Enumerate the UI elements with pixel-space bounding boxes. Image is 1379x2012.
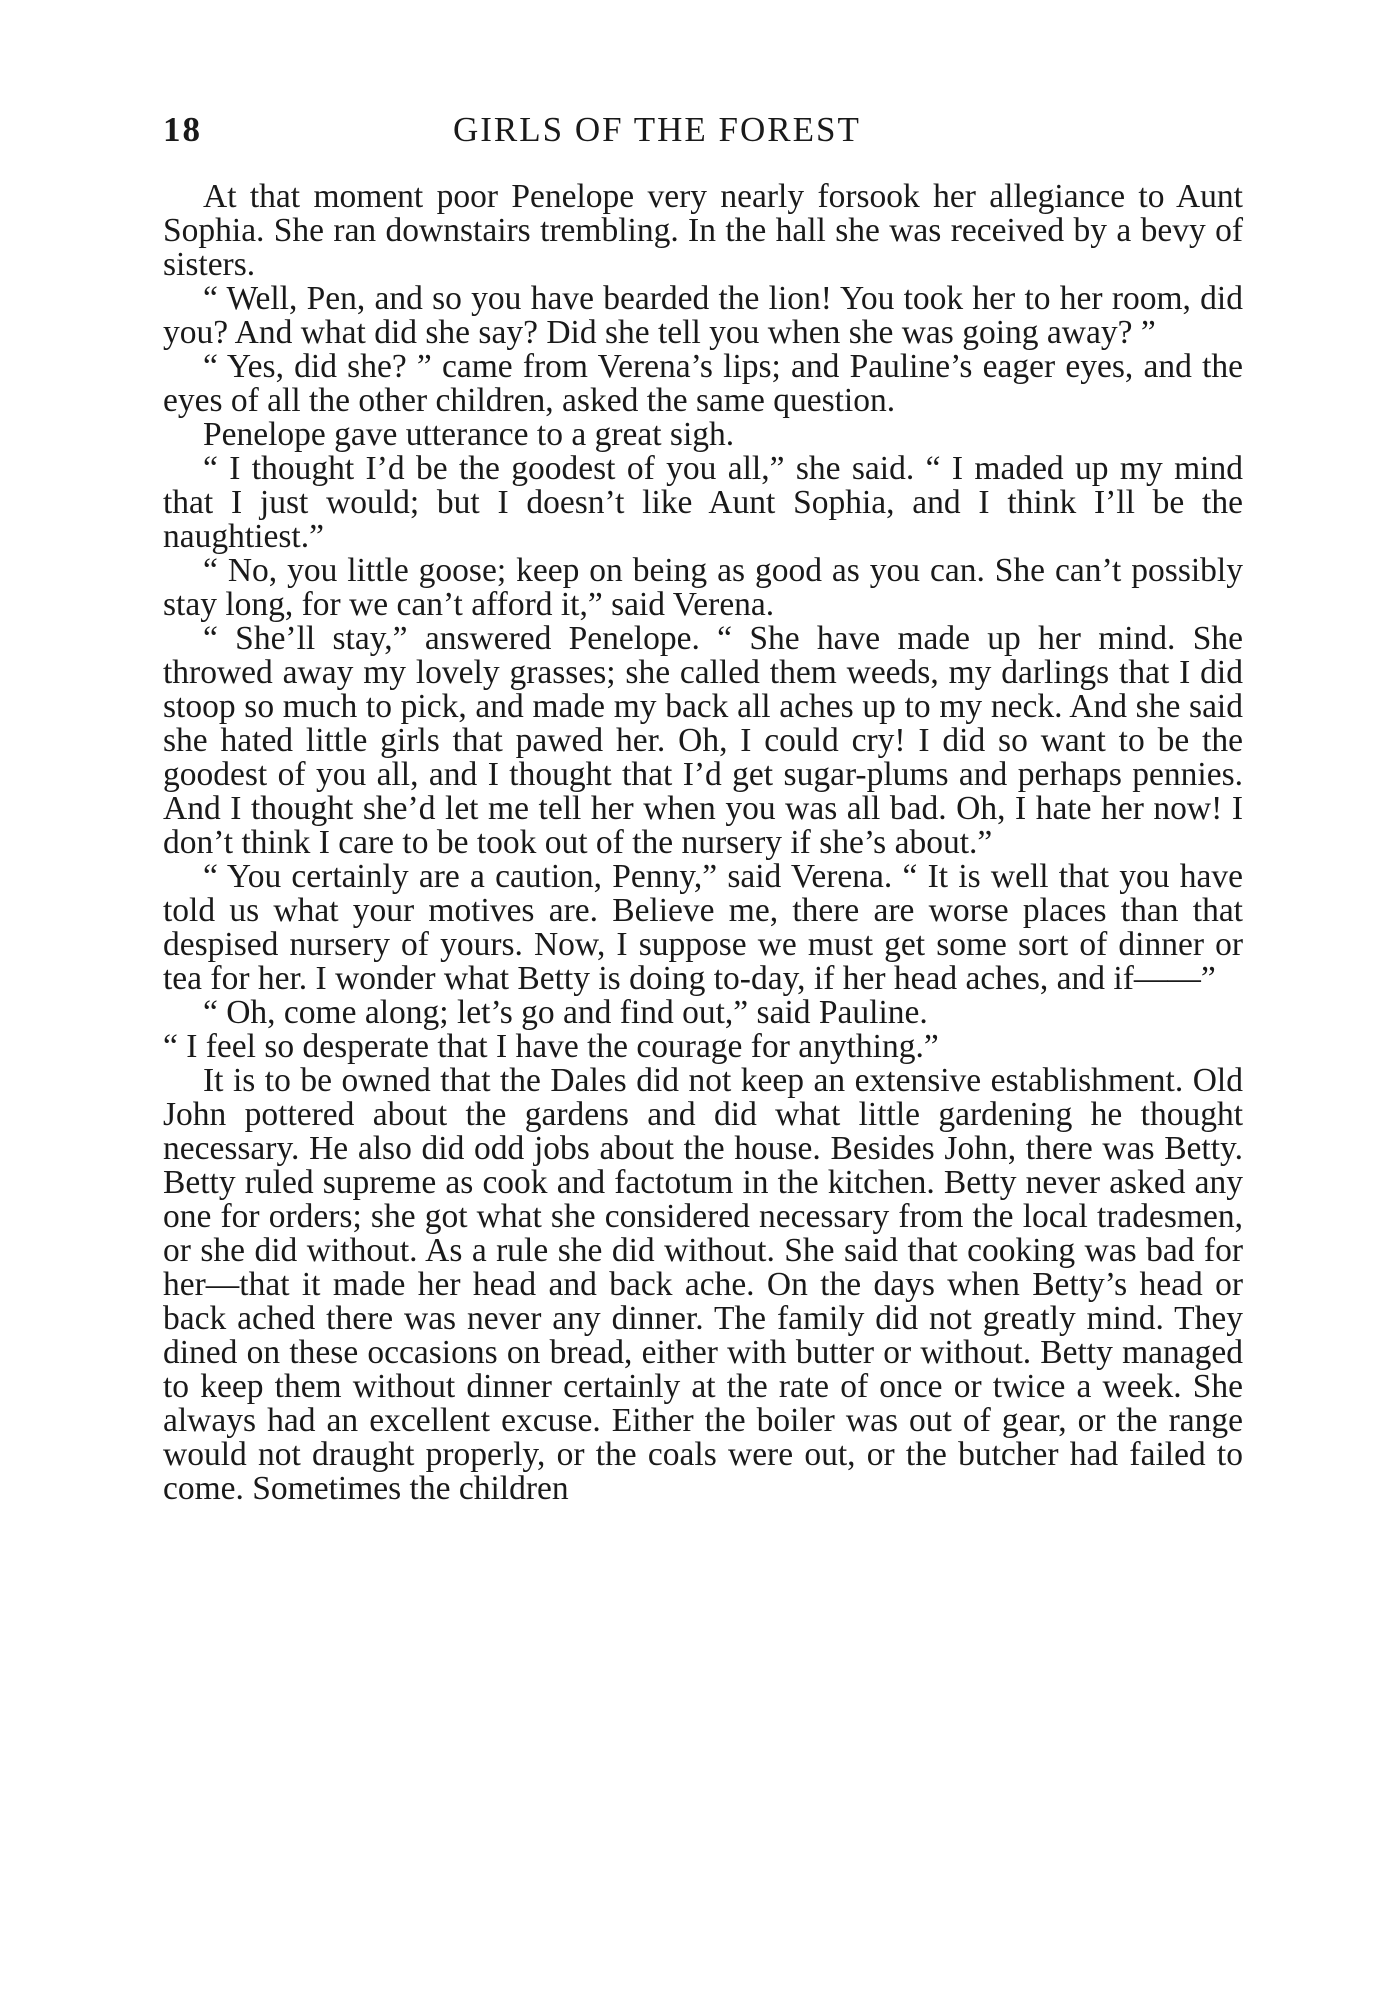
paragraph: Penelope gave utterance to a great sigh. <box>203 416 735 453</box>
paragraph: “ I thought I’d be the goodest of you all,” she said. “ I maded up my mind that I just would; but I doesn’t like Aunt Sophia, and I think I’ll be the naughtiest.” <box>163 450 1243 555</box>
paragraph: “ Well, Pen, and so you have bearded the lion! You took her to her room, did you? And what did she say? Did she tell you when she was going away? ” <box>163 280 1243 351</box>
body-text <box>163 180 1243 1506</box>
paragraph: “ I feel so desperate that I have the courage for anything.” <box>163 1028 939 1065</box>
running-title: GIRLS OF THE FOREST <box>453 110 861 149</box>
page-header <box>163 108 1243 152</box>
paragraph: “ No, you little goose; keep on being as good as you can. She can’t possibly stay long, for we can’t afford it,” said Verena. <box>163 552 1243 623</box>
paragraph: At that moment poor Penelope very nearly forsook her allegiance to Aunt Sophia. She ran downstairs trembling. In the hall she was received by a bevy of sisters. <box>163 178 1243 283</box>
paragraph: “ Oh, come along; let’s go and find out,” said Pauline. <box>203 994 928 1031</box>
paragraph: “ She’ll stay,” answered Penelope. “ She have made up her mind. She throwed away my lovely grasses; she called them weeds, my darlings that I did stoop so much to pick, and made my back all aches up to my neck. And she said she hated little girls that pawed her. Oh, I could cry! I did so want to be the goodest of you all, and I thought that I’d get sugar-plums and perhaps pennies. And I thought she’d let me tell her when you was all bad. Oh, I hate her now! I don’t think I care to be took out of the nursery if she’s about.” <box>163 620 1243 861</box>
page-number: 18 <box>163 110 202 149</box>
paragraph: It is to be owned that the Dales did not keep an extensive establishment. Old John pottered about the gardens and did what little gardening he thought necessary. He also did odd jobs about the house. Besides John, there was Betty. Betty ruled supreme as cook and factotum in the kitchen. Betty never asked any one for orders; she got what she considered necessary from the local tradesmen, or she did without. As a rule she did without. She said that cooking was bad for her—that it made her head and back ache. On the days when Betty’s head or back ached there was never any dinner. The family did not greatly mind. They dined on these occasions on bread, either with butter or without. Betty managed to keep them without dinner certainly at the rate of once or twice a week. She always had an excellent excuse. Either the boiler was out of gear, or the range would not draught properly, or the coals were out, or the butcher had failed to come. Sometimes the children <box>163 1062 1243 1507</box>
paragraph: “ You certainly are a caution, Penny,” said Verena. “ It is well that you have told us what your motives are. Believe me, there are worse places than that despised nursery of yours. Now, I suppose we must get some sort of dinner or tea for her. I wonder what Betty is doing to-day, if her head aches, and if——” <box>163 858 1243 997</box>
paragraph: “ Yes, did she? ” came from Verena’s lips; and Pauline’s eager eyes, and the eyes of all the other children, asked the same question. <box>163 348 1243 419</box>
